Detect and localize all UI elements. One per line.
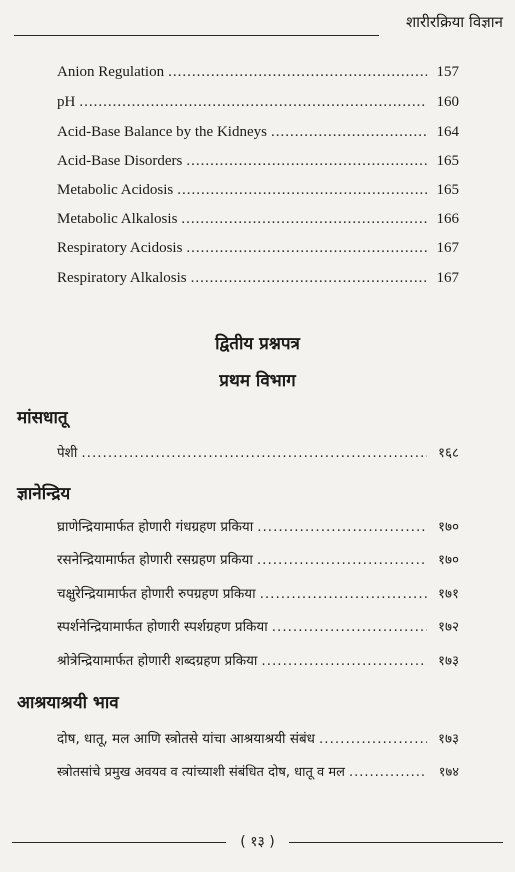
toc-entry xyxy=(57,651,459,669)
leader-dots xyxy=(186,240,427,257)
toc-entry xyxy=(57,240,459,257)
toc-entry-label: श्रोत्रेन्द्रियामार्फत होणारी शब्दग्रहण प्रकिया xyxy=(57,653,258,669)
footer-rule-right xyxy=(289,842,503,843)
paper-heading: द्वितीय प्रश्नपत्र xyxy=(215,334,300,354)
toc-entry-page: 160 xyxy=(436,94,459,110)
toc-entry xyxy=(57,64,459,81)
toc-entry xyxy=(57,550,459,568)
toc-entry xyxy=(57,94,459,111)
toc-entry-page: १७० xyxy=(437,519,459,535)
toc-entry xyxy=(57,729,459,747)
leader-dots xyxy=(79,94,427,111)
toc-entry-page: 164 xyxy=(436,124,459,140)
toc-entry-page: 157 xyxy=(436,64,459,80)
toc-entry-label: Acid-Base Disorders xyxy=(57,153,183,169)
toc-entry-label: Anion Regulation xyxy=(57,64,165,80)
toc-entry-label: घ्राणेन्द्रियामार्फत होणारी गंधग्रहण प्रकिया xyxy=(57,519,254,535)
leader-dots xyxy=(191,270,427,287)
toc-entry-page: १७४ xyxy=(438,765,459,780)
toc-entry xyxy=(57,153,459,170)
toc-entry xyxy=(57,270,459,287)
toc-entry-label: चक्षुरेन्द्रियामार्फत होणारी रुपग्रहण प्रकिया xyxy=(57,586,256,602)
toc-entry xyxy=(57,443,459,461)
toc-entry-label: स्पर्शनेन्द्रियामार्फत होणारी स्पर्शग्रहण प्रकिया xyxy=(57,619,268,635)
section-title: मांसधातू xyxy=(17,408,68,428)
toc-entry-label: दोष, धातू, मल आणि स्त्रोतसे यांचा आश्रयाश्रयी संबंध xyxy=(57,731,315,747)
toc-entry-page: १७० xyxy=(437,552,459,568)
toc-entry-label: पेशी xyxy=(57,445,78,461)
toc-entry-page: १६८ xyxy=(437,445,459,461)
toc-entry-label: pH xyxy=(57,94,76,110)
toc-entry-page: १७३ xyxy=(437,731,459,747)
toc-entry-page: १७१ xyxy=(437,586,459,602)
toc-entry-page: १७२ xyxy=(437,619,459,635)
toc-entry-label: Respiratory Acidosis xyxy=(57,240,183,256)
running-header xyxy=(14,12,507,38)
toc-entry-page: १७३ xyxy=(437,653,459,669)
toc-entry xyxy=(57,211,459,228)
section-title: आश्रयाश्रयी भाव xyxy=(17,693,119,713)
toc-entry-label: Metabolic Acidosis xyxy=(57,182,174,198)
leader-dots xyxy=(186,153,427,170)
section-title: ज्ञानेन्द्रिय xyxy=(17,484,71,504)
toc-entry-page: 165 xyxy=(436,153,459,169)
leader-dots xyxy=(261,653,427,669)
leader-dots xyxy=(168,64,427,81)
leader-dots xyxy=(257,552,427,568)
toc-entry-label: Acid-Base Balance by the Kidneys xyxy=(57,124,267,140)
toc-entry-page: 166 xyxy=(436,211,459,227)
toc-entry xyxy=(57,182,459,199)
leader-dots xyxy=(319,731,427,747)
leader-dots xyxy=(81,445,427,461)
toc-entry xyxy=(57,517,459,535)
running-header-title: शारीरक्रिया विज्ञान xyxy=(405,13,503,31)
leader-dots xyxy=(349,765,427,780)
toc-entry-page: 167 xyxy=(436,240,459,256)
leader-dots xyxy=(271,124,427,141)
toc-entry xyxy=(57,584,459,602)
leader-dots xyxy=(260,586,427,602)
leader-dots xyxy=(257,519,427,535)
toc-entry xyxy=(57,762,459,780)
toc-entry-label: Respiratory Alkalosis xyxy=(57,270,187,286)
toc-entry-label: रसनेन्द्रियामार्फत होणारी रसग्रहण प्रकिया xyxy=(57,552,253,568)
toc-entry-label: Metabolic Alkalosis xyxy=(57,211,178,227)
leader-dots xyxy=(181,211,427,228)
leader-dots xyxy=(272,619,427,635)
division-heading: प्रथम विभाग xyxy=(219,371,296,391)
leader-dots xyxy=(177,182,427,199)
toc-entry-page: 165 xyxy=(436,182,459,198)
toc-entry-page: 167 xyxy=(436,270,459,286)
toc-entry xyxy=(57,124,459,141)
toc-entry-label: स्त्रोतसांचे प्रमुख अवयव व त्यांच्याशी संबंधित दोष, धातू व मल xyxy=(57,765,345,780)
page-number: ( १३ ) xyxy=(240,834,275,850)
header-rule xyxy=(14,35,379,36)
toc-entry xyxy=(57,617,459,635)
page-footer xyxy=(12,830,503,854)
